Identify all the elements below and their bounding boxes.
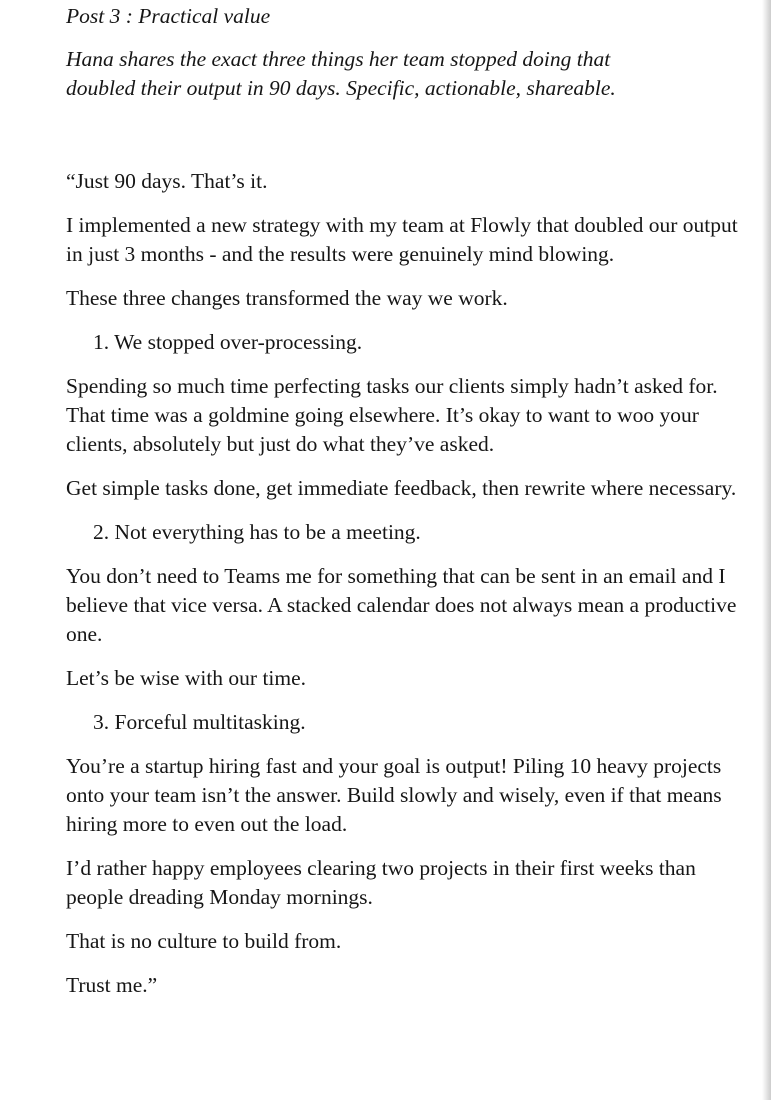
item-2-followup: Let’s be wise with our time. <box>66 666 307 690</box>
item-1-followup: Get simple tasks done, get immediate feedback, then rewrite where necessary. <box>66 476 737 500</box>
intro-paragraph: I implemented a new strategy with my team at Flowly that doubled our output in just 3 months - and the results were genuinely mind blowing. <box>66 213 738 266</box>
item-3-paragraph: You’re a startup hiring fast and your goal is output! Piling 10 heavy projects onto your team isn’t the answer. Build slowly and wisely, even if that means hiring more to even out the load. <box>66 754 722 836</box>
post-title: Post 3 : Practical value <box>66 4 271 28</box>
item-3-followup: I’d rather happy employees clearing two projects in their first weeks than people dreading Monday mornings. <box>66 856 696 909</box>
closing-line: That is no culture to build from. <box>66 929 342 953</box>
post-summary <box>66 45 746 103</box>
summary-line: Hana shares the exact three things her team stopped doing that <box>66 47 611 71</box>
summary-line: doubled their output in 90 days. Specific, actionable, shareable. <box>66 76 616 100</box>
lead-in-paragraph: These three changes transformed the way we work. <box>66 286 508 310</box>
page-edge-shadow <box>762 0 771 1100</box>
post-header <box>66 2 746 103</box>
sign-off-line: Trust me.” <box>66 973 158 997</box>
item-2-paragraph: You don’t need to Teams me for something that can be sent in an email and I believe that vice versa. A stacked calendar does not always mean a productive one. <box>66 564 737 646</box>
item-1-paragraph: Spending so much time perfecting tasks our clients simply hadn’t asked for. That time was a goldmine going elsewhere. It’s okay to want to woo your clients, absolutely but just do what they’ve asked. <box>66 374 718 456</box>
list-item-3: 3. Forceful multitasking. <box>93 710 306 734</box>
list-item-2: 2. Not everything has to be a meeting. <box>93 520 421 544</box>
opening-line: “Just 90 days. That’s it. <box>66 169 268 193</box>
list-item-1: 1. We stopped over-processing. <box>93 330 363 354</box>
post-body <box>66 167 746 1015</box>
